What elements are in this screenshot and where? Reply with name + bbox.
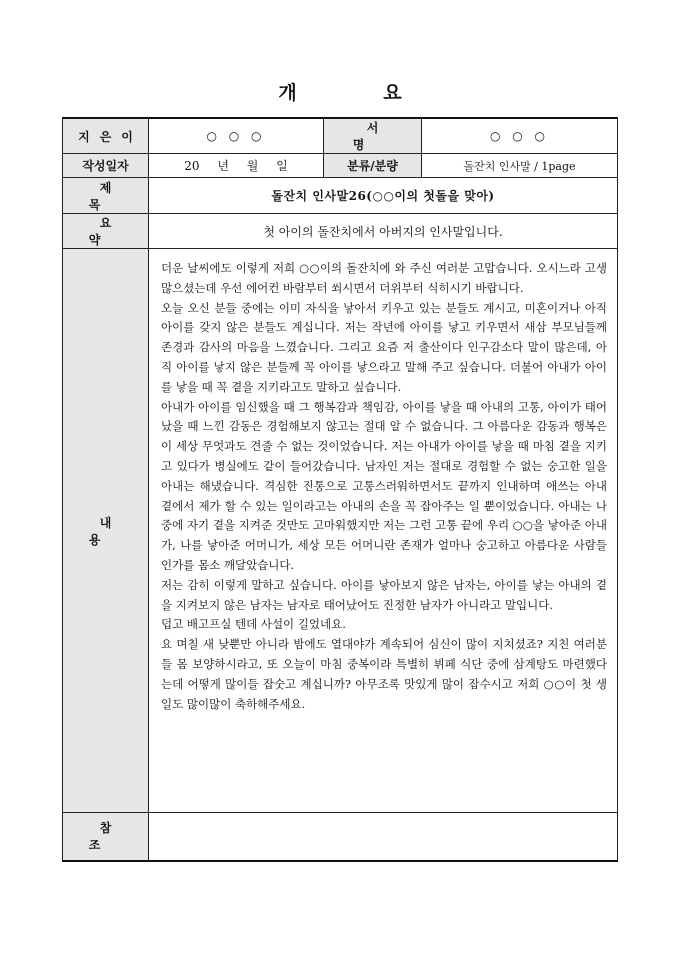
author-row [63, 118, 618, 154]
overview-form [62, 117, 618, 862]
author-value: ○ ○ ○ [149, 118, 324, 154]
document-title: 돌잔치 인사말26(○○이의 첫돌을 맞아) [149, 178, 618, 214]
date-label: 작성일자 [63, 154, 149, 178]
signature-label [324, 118, 422, 154]
signature-label-text: 서명 [352, 121, 407, 152]
page-title: 개 요 [278, 82, 442, 104]
content-paragraph: 저는 감히 이렇게 말하고 싶습니다. 아이를 낳아보지 않은 남자는, 아이를 낳는 아내의 곁을 지켜보지 않은 남자는 남자로 태어났어도 진정한 남자가 아니라고 말입니다. [161, 577, 607, 612]
title-label [63, 178, 149, 214]
category-value: 돌잔치 인사말 / 1page [422, 154, 618, 178]
author-label-text: 지은이 [78, 129, 143, 144]
content-paragraph: 오늘 오신 분들 중에는 이미 자식을 낳아서 키우고 있는 분들도 계시고, 미혼이거나 아직 아이를 갖지 않은 분들도 계십니다. 저는 작년에 아이를 낳고 키우면서 새삼 부모님들께 존경과 감사의 마음을 느꼈습니다. 그리고 요즘 저 출산이다 인구감소다 말이 많은데, 아직 아이를 낳지 않은 분들께 꼭 아이를 낳으라고 말해 주고 싶습니다. 더불어 아내가 아이를 낳을 때 꼭 곁을 지키라고도 말하고 싶습니다. [161, 300, 607, 394]
date-row [63, 154, 618, 178]
content-paragraph: 덥고 배고프실 텐데 사설이 길었네요. [161, 617, 346, 632]
reference-label [63, 813, 149, 861]
summary-row [63, 214, 618, 249]
title-row [63, 178, 618, 214]
summary-label-text: 요약 [88, 216, 134, 247]
content-label-text: 내용 [88, 515, 134, 547]
summary-text: 첫 아이의 돌잔치에서 아버지의 인사말입니다. [149, 214, 618, 249]
content-body [149, 249, 618, 813]
title-label-text: 제목 [88, 180, 134, 212]
content-paragraph: 더운 날씨에도 이렇게 저희 ○○이의 돌잔치에 와 주신 여러분 고맙습니다. 오시느라 고생 많으셨는데 우선 에어컨 바람부터 쐬시면서 더위부터 식히시기 바랍니다. [161, 261, 607, 295]
reference-label-text: 참조 [88, 821, 134, 853]
reference-row [63, 813, 618, 861]
signature-value: ○ ○ ○ [422, 118, 618, 154]
reference-value [149, 813, 618, 861]
author-label [63, 118, 149, 154]
content-paragraph: 요 며칠 새 낮뿐만 아니라 밤에도 열대야가 계속되어 심신이 많이 지치셨죠? 지친 여러분들 몸 보양하시라고, 또 오늘이 마침 중복이라 특별히 뷔페 식단 중에 삼계탕도 마련했다는데 어떻게 많이들 잡숫고 계십니까? 아무조록 맛있게 많이 잡수시고 저희 ○○이 첫 생일도 많이많이 축하해주세요. [161, 637, 607, 711]
summary-label [63, 214, 149, 249]
content-paragraph: 아내가 아이를 임신했을 때 그 행복감과 책임감, 아이를 낳을 때 아내의 고통, 아이가 태어났을 때 느낀 감동은 경험해보지 않고는 절대 알 수 없습니다. 그 아름다운 감동과 행복은 이 세상 무엇과도 견줄 수 없는 것이었습니다. 저는 아내가 아이를 낳을 때 마침 곁을 지키고 있다가 병실에도 같이 들어갔습니다. 남자인 저는 절대로 경험할 수 없는 숭고한 일을 아내는 해냈습니다. 격심한 진통으로 고통스러워하면서도 끝까지 인내하며 애쓰는 아내 곁에서 제가 할 수 있는 일이라고는 아내의 손을 꼭 잡아주는 일 뿐이었습니다. 아내는 나중에 자기 곁을 지켜준 것만도 고마워했지만 저는 그런 고통 끝에 우리 ○○을 낳아준 아내가, 나를 낳아준 어머니가, 세상 모든 어머니란 존재가 얼마나 숭고하고 아름다운 사람들인가를 몸소 깨달았습니다. [161, 399, 607, 572]
date-value: 20 년 월 일 [149, 154, 324, 178]
category-label: 분류/분량 [324, 154, 422, 178]
content-label [63, 249, 149, 813]
content-row [63, 249, 618, 813]
